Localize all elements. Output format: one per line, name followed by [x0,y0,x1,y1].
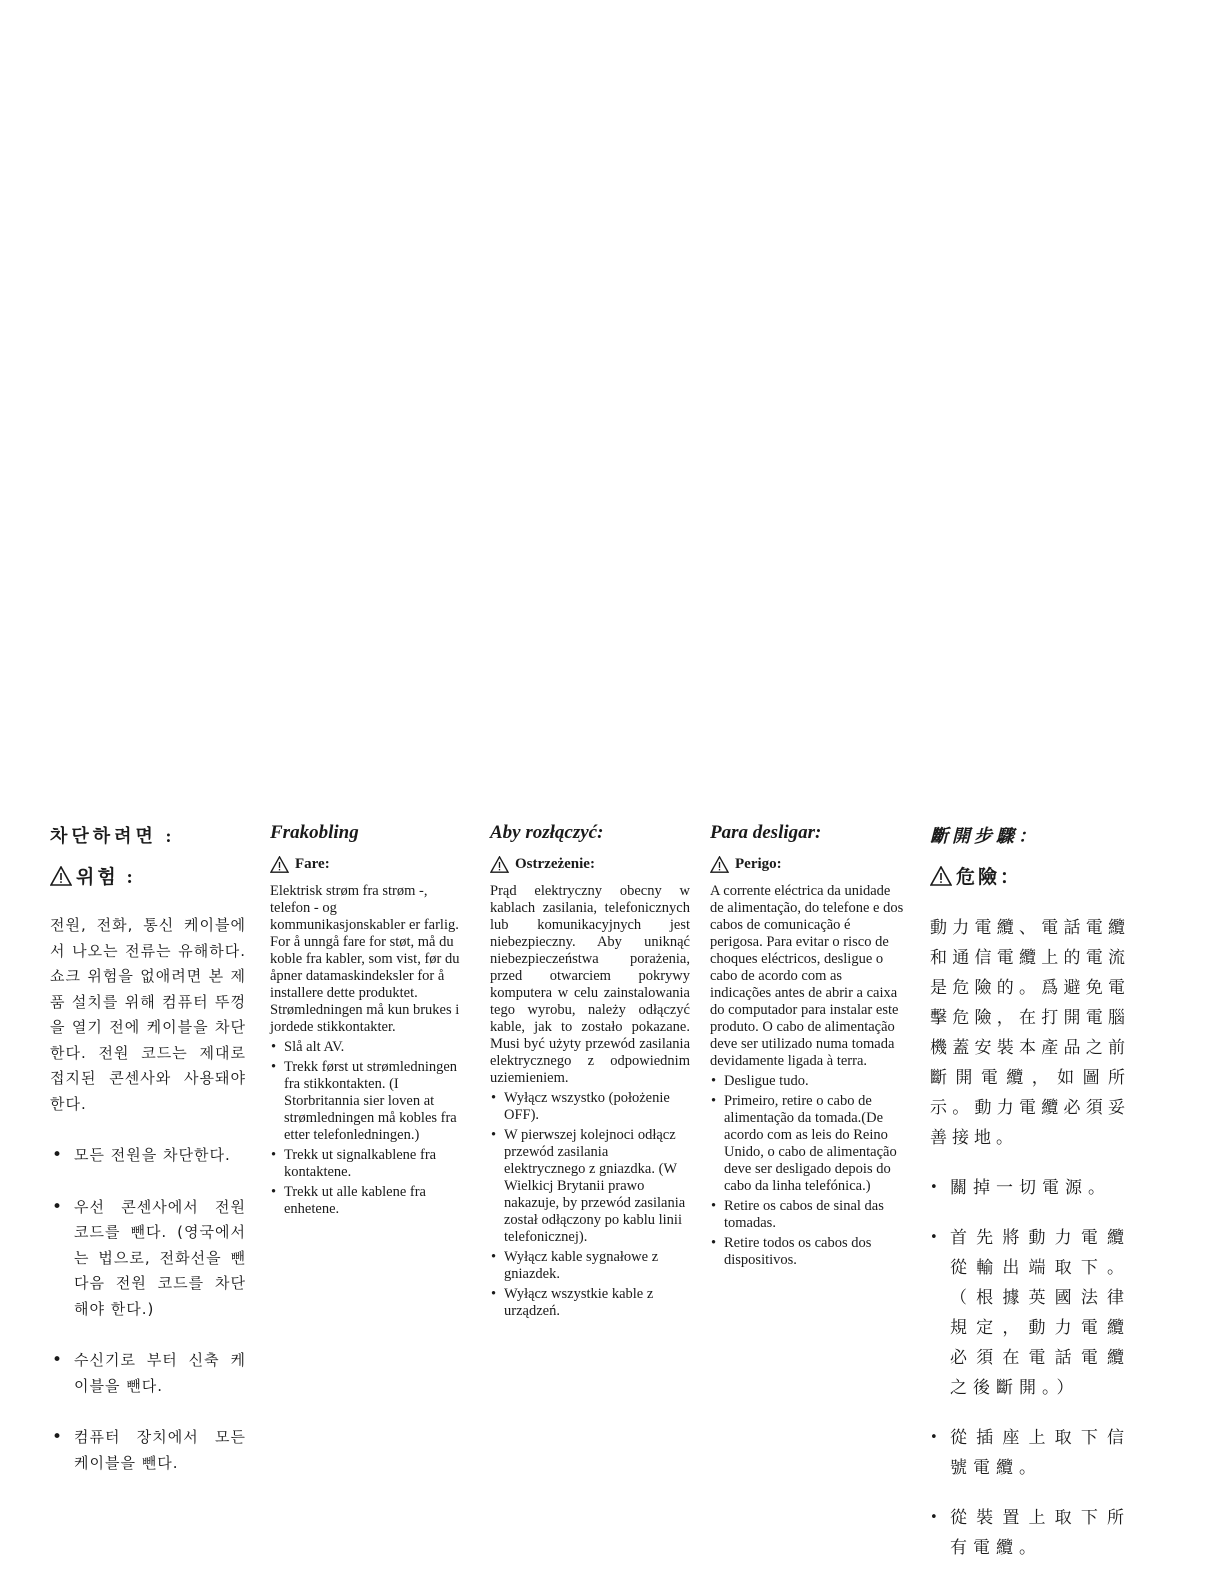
norwegian-warning [270,856,468,873]
chinese-paragraph: 動力電纜、電話電纜和通信電纜上的電流是危險的。爲避免電擊危險，在打開電腦機蓋安裝本產品之前斷開電纜，如圖所示。動力電纜必須妥善接地。 [930,918,1130,1148]
polish-column [490,822,690,1320]
chinese-title: 斷開步驟： [930,826,1040,846]
list-item: • 從裝置上取下所有電纜。 [930,1503,1130,1563]
portuguese-warning-label: Perigo: [735,856,782,872]
list-item: • 수신기로 부터 신축 케이블을 뺀다. [50,1348,246,1399]
list-item: • Desligue tudo. [710,1073,906,1090]
polish-warning [490,856,690,873]
korean-warning [50,862,246,889]
list-item: • Primeiro, retire o cabo de alimentação da tomada.(De acordo com as leis do Reino Unido, o cabo de alimentação deve ser desligado depois do cabo da linha telefónica.) [710,1093,906,1195]
warning-triangle-icon [50,866,72,886]
list-item: • Wyłącz wszystko (położenie OFF). [490,1090,690,1124]
korean-bullet-list [50,1143,246,1476]
portuguese-paragraph: A corrente eléctrica da unidade de alimentação, do telefone e dos cabos de comunicação é perigosa. Para evitar o risco de choques eléctricos, desligue o cabo de acordo com as indicações antes de abrir a caixa do computador para instalar este produto. O cabo de alimentação deve ser utilizado numa tomada devidamente ligada à terra. [710,883,904,1069]
portuguese-title: Para desligar: [710,822,822,843]
warning-triangle-icon [710,856,729,873]
warning-triangle-icon [930,866,952,886]
list-item: • 關掉一切電源。 [930,1173,1130,1203]
polish-warning-label: Ostrzeżenie: [515,856,595,872]
norwegian-title: Frakobling [270,822,359,843]
list-item: • Wyłącz wszystkie kable z urządzeń. [490,1286,690,1320]
norwegian-bullet-list [270,1039,468,1218]
list-item: • 모든 전원을 차단한다. [50,1143,246,1169]
portuguese-column [710,822,906,1269]
list-item: • Retire os cabos de sinal das tomadas. [710,1198,906,1232]
norwegian-column [270,822,468,1218]
warning-triangle-icon [490,856,509,873]
chinese-column [930,822,1130,1563]
chinese-warning [930,862,1130,889]
korean-paragraph: 전원, 전화, 통신 케이블에서 나오는 전류는 유해하다. 쇼크 위험을 없애려면 본 제품 설치를 위해 컴퓨터 뚜껑을 열기 전에 케이블을 차단한다. 전원 코드는 제대로 접지된 콘센사와 사용돼야 한다. [50,916,246,1113]
list-item: • Trekk først ut strømledningen fra stikkontakten. (I Storbritannia sier loven at strømledningen må kobles fra etter telefonledningen.) [270,1059,468,1144]
list-item: • Retire todos os cabos dos dispositivos. [710,1235,906,1269]
polish-bullet-list [490,1090,690,1320]
norwegian-warning-label: Fare: [295,856,330,872]
portuguese-warning [710,856,906,873]
list-item: • Wyłącz kable sygnałowe z gniazdek. [490,1249,690,1283]
chinese-warning-label: 危險： [956,867,1023,888]
list-item: • Slå alt AV. [270,1039,468,1056]
list-item: • 우선 콘센사에서 전원 코드를 뺀다. (영국에서는 법으로, 전화선을 뺀 다음 전원 코드를 차단해야 한다.) [50,1195,246,1323]
polish-paragraph: Prąd elektryczny obecny w kablach zasilania, telefonicznych lub komunikacyjnych jest niebezpieczny. Aby uniknąć niebezpieczeństwa porażenia, przed otwarciem pokrywy komputera w celu zainstalowania tego wyrobu, należy odłączyć kable, jak to zostało pokazane. Musi być użyty przewód zasilania elektrycznego z odpowiednim uziemieniem. [490,883,690,1086]
norwegian-paragraph: Elektrisk strøm fra strøm -, telefon - og kommunikasjonskabler er farlig. For å unngå fare for støt, må du koble fra kabler, som vist, før du åpner datamaskindeksler for å installere dette produktet. Strømledningen må kun brukes i jordede stikkontakter. [270,883,460,1035]
polish-title: Aby rozłączyć: [490,822,604,843]
korean-warning-label: 위험 : [76,867,136,888]
list-item: • 首先將動力電纜從輸出端取下。（根據英國法律規定，動力電纜必須在電話電纜之後斷開。） [930,1223,1130,1403]
list-item: • Trekk ut signalkablene fra kontaktene. [270,1147,468,1181]
list-item: • W pierwszej kolejnoci odłącz przewód zasilania elektrycznego z gniazdka. (W Wielkicj Brytanii prawo nakazuje, by przewód zasilania został odłączony po kablu linii telefonicznej). [490,1127,690,1246]
chinese-bullet-list [930,1173,1130,1563]
list-item: • 컴퓨터 장치에서 모든 케이블을 뺀다. [50,1425,246,1476]
portuguese-bullet-list [710,1073,906,1269]
korean-title: 차단하려면 : [50,826,176,846]
korean-column [50,822,246,1476]
warning-triangle-icon [270,856,289,873]
list-item: • Trekk ut alle kablene fra enhetene. [270,1184,468,1218]
list-item: • 從插座上取下信號電纜。 [930,1423,1130,1483]
